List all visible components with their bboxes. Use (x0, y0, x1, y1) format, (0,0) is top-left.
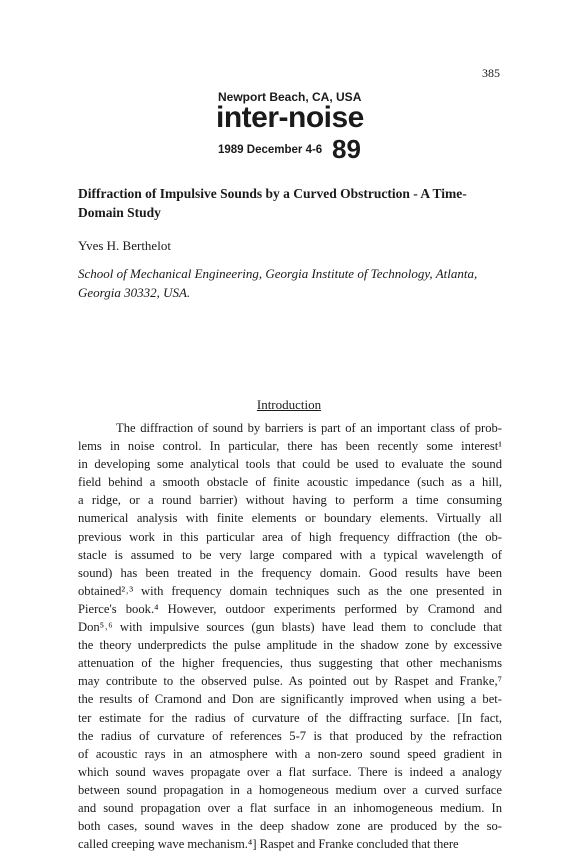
body-line: both cases, sound waves in the deep shadow zone are produced by the so- (78, 819, 502, 834)
body-line: ter estimate for the radius of curvature of the diffracting surface. [In fact, (78, 710, 502, 725)
body-line: which sound waves propagate over a flat surface. There is indeed a analogy (78, 764, 502, 779)
body-line: Pierce's book.⁴ However, outdoor experiments performed by Cramond and (78, 601, 502, 616)
body-line: field behind a smooth obstacle of finite acoustic impedance (such as a hill, (78, 475, 502, 490)
paper-author: Yves H. Berthelot (78, 238, 171, 253)
body-line: in developing some analytical tools that could be used to evaluate the sound (78, 457, 502, 472)
paper-title (78, 184, 508, 222)
body-line: a ridge, or a round barrier) without having to perform a time consuming (78, 493, 502, 508)
paper-title-line: Domain Study (78, 205, 161, 220)
body-line: and sound propagation over a flat surface in an inhomogeneous medium. In (78, 800, 502, 815)
body-line: the theory underpredicts the pulse amplitude in the shadow zone by excessive (78, 638, 502, 653)
body-line: may contribute to the observed pulse. As pointed out by Raspet and Franke,⁷ (78, 674, 502, 689)
body-line: lems in noise control. In particular, there has been recently some interest¹ (78, 439, 502, 454)
affiliation-line: School of Mechanical Engineering, Georgia Institute of Technology, Atlanta, (78, 266, 478, 281)
affiliation-line: Georgia 30332, USA. (78, 285, 191, 300)
conference-date: 1989 December 4-6 (218, 144, 323, 156)
body-line: previous work in this particular area of high frequency diffraction (the ob- (78, 529, 502, 544)
body-line: the results of Cramond and Don are significantly improved when using a bet- (78, 692, 502, 707)
page-number: 385 (482, 66, 500, 80)
body-line: The diffraction of sound by barriers is part of an important class of prob- (116, 421, 502, 435)
body-line: numerical analysis with finite elements or boundary elements. Virtually all (78, 511, 502, 526)
body-line: stacle is assumed to be very large compared with a typical wavelength of (78, 547, 502, 562)
conference-location: Newport Beach, CA, USA (218, 90, 362, 104)
author-affiliation (78, 264, 508, 302)
conference-logo: inter-noise (216, 101, 364, 134)
paper-title-line: Diffraction of Impulsive Sounds by a Curved Obstruction - A Time- (78, 186, 467, 201)
body-line: attenuation of the higher frequencies, thus suggesting that other mechanisms (78, 656, 502, 671)
body-line: called creeping wave mechanism.⁴] Raspet and Franke concluded that there (78, 837, 459, 852)
section-heading (0, 397, 578, 413)
body-line: sound) has been treated in the frequency domain. Good results have been (78, 565, 502, 580)
body-text (78, 419, 502, 853)
body-line: between sound propagation in a homogeneous medium over a curved surface (78, 782, 502, 797)
body-line: obtained²˒³ with frequency domain techniques such as the one presented in (78, 583, 502, 598)
body-line: Don⁵˒⁶ with impulsive sources (gun blasts) have lead them to conclude that (78, 620, 502, 635)
body-line: of acoustic rays in an atmosphere with a non-zero sound speed gradient in (78, 746, 502, 761)
section-heading-text: Introduction (256, 397, 322, 412)
conference-year: 89 (332, 134, 361, 164)
body-line: the radius of curvature of references 5-7 is that produced by the refraction (78, 728, 502, 743)
